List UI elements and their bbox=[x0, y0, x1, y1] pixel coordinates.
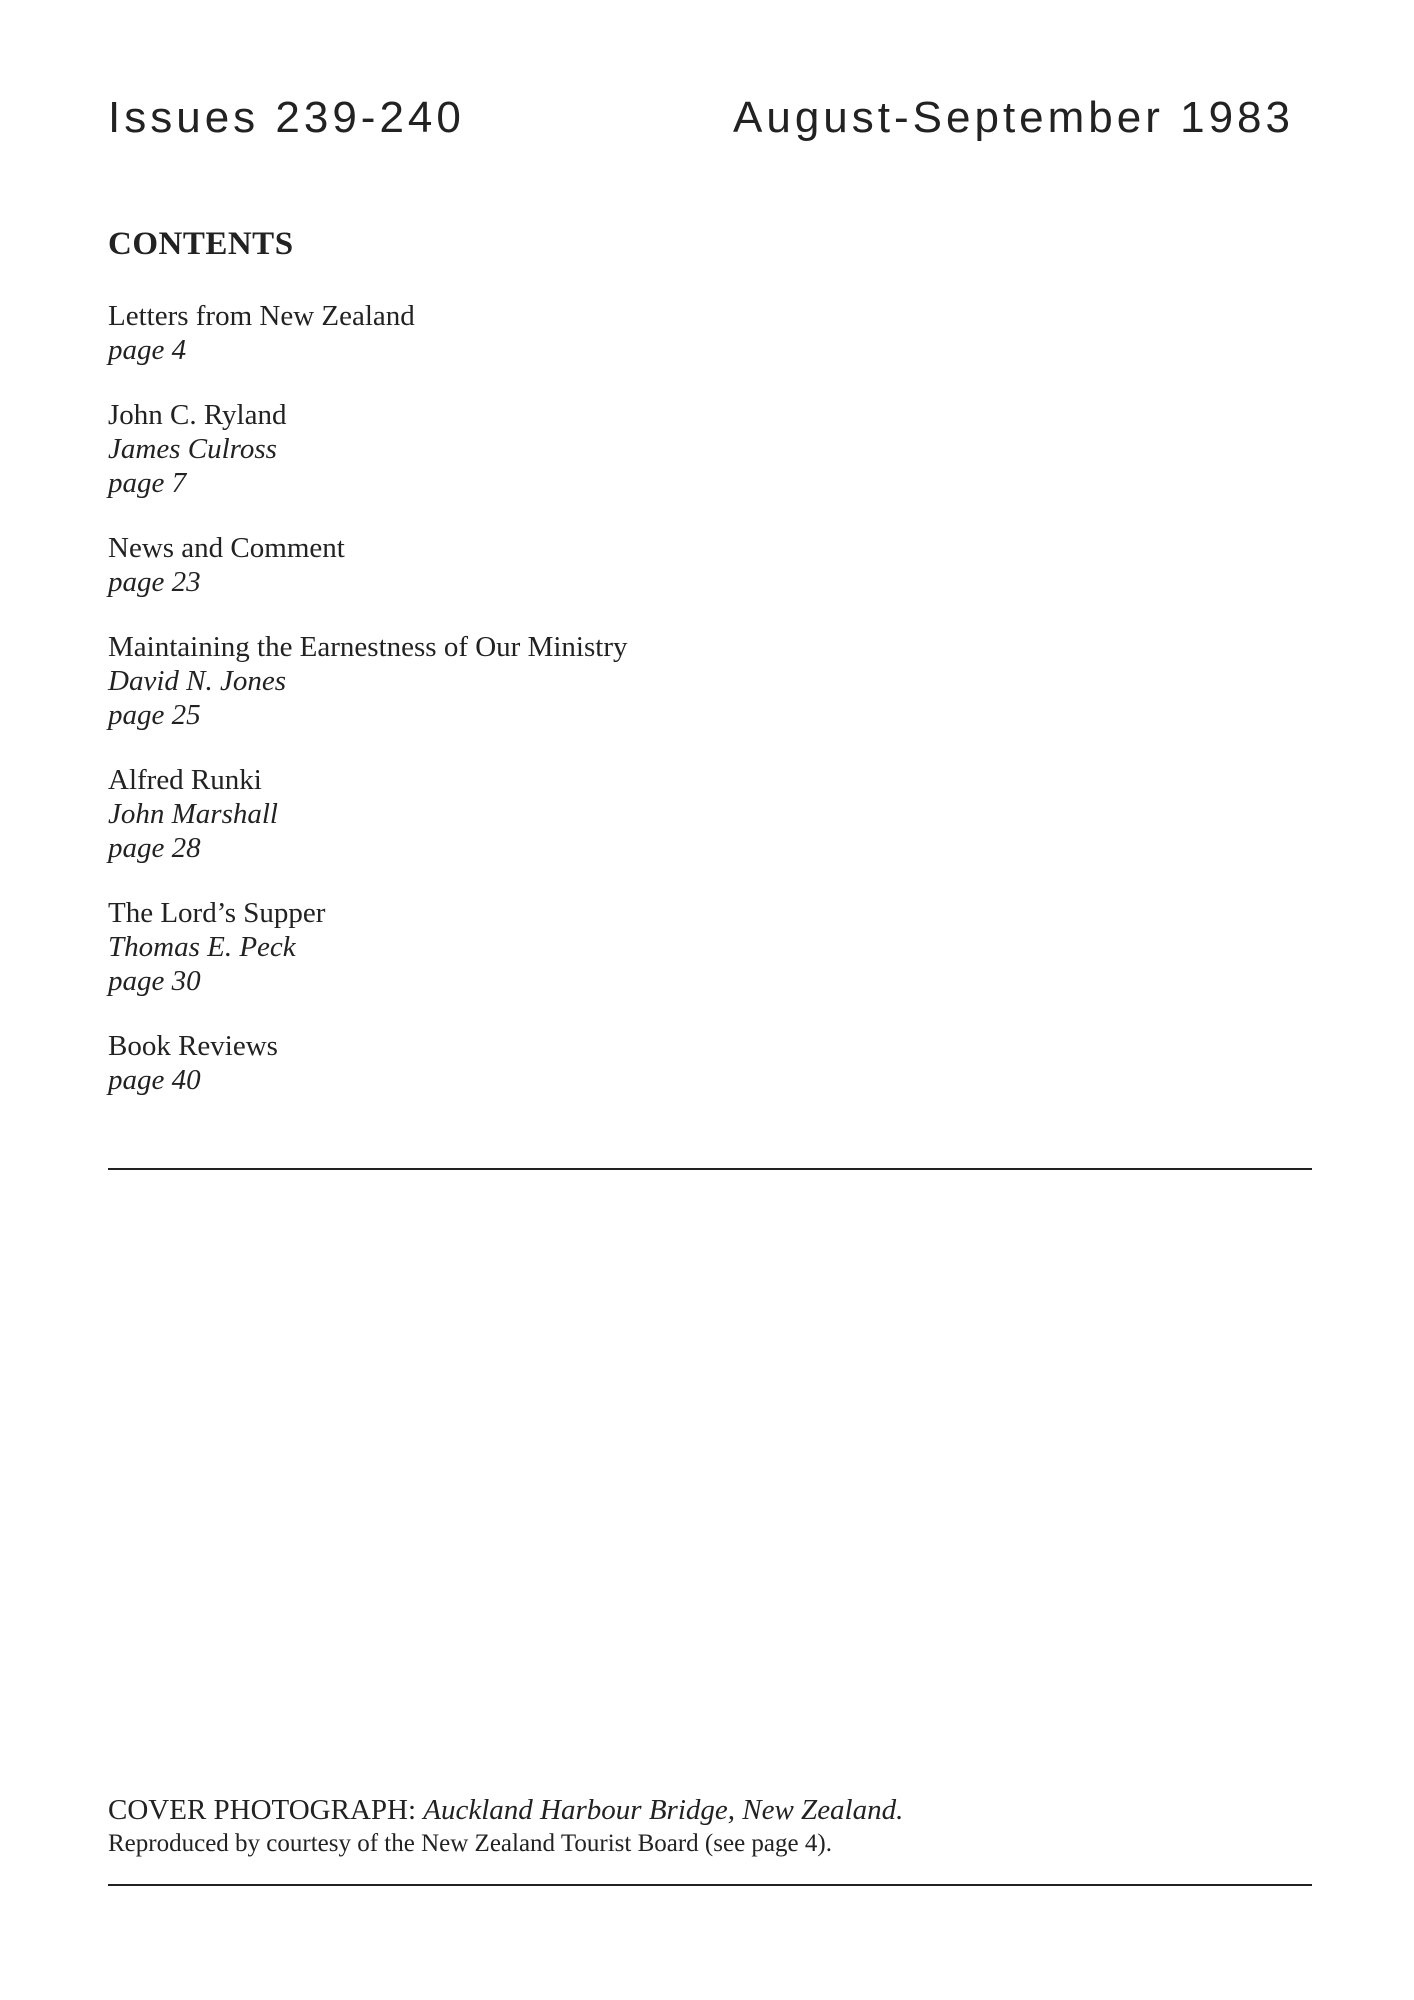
toc-entry[interactable] bbox=[108, 896, 1308, 998]
cover-photograph-note bbox=[108, 1792, 903, 1860]
toc-entry-title: The Lord’s Supper bbox=[108, 897, 326, 929]
issue-number: Issues 239-240 bbox=[108, 93, 465, 142]
issue-date: August-September 1983 bbox=[733, 93, 1294, 142]
cover-photograph-credit: Reproduced by courtesy of the New Zealand Tourist Board (see page 4). bbox=[108, 1830, 832, 1857]
toc-entry-author: Thomas E. Peck bbox=[108, 931, 296, 963]
toc-entry-title: Maintaining the Earnestness of Our Ministry bbox=[108, 631, 628, 663]
divider-rule bbox=[108, 1168, 1312, 1170]
cover-photograph-caption: Auckland Harbour Bridge, New Zealand. bbox=[423, 1794, 904, 1826]
toc-entry[interactable] bbox=[108, 630, 1308, 732]
contents-heading: CONTENTS bbox=[108, 226, 294, 262]
toc-entry[interactable] bbox=[108, 398, 1308, 500]
toc-entry-title: John C. Ryland bbox=[108, 399, 287, 431]
toc-entry-author: John Marshall bbox=[108, 798, 278, 830]
toc-entry-page: page 25 bbox=[108, 699, 201, 731]
toc-entry-page: page 23 bbox=[108, 566, 201, 598]
toc-entry-page: page 7 bbox=[108, 467, 187, 499]
toc-entry-page: page 4 bbox=[108, 334, 187, 366]
toc-entry[interactable] bbox=[108, 763, 1308, 865]
toc-entry[interactable] bbox=[108, 531, 1308, 599]
toc-entry-page: page 28 bbox=[108, 832, 201, 864]
toc-entry-title: Alfred Runki bbox=[108, 764, 262, 796]
toc-entry-author: James Culross bbox=[108, 433, 277, 465]
toc-entry-title: Letters from New Zealand bbox=[108, 300, 415, 332]
cover-photograph-line bbox=[108, 1792, 903, 1828]
toc-entry-page: page 40 bbox=[108, 1064, 201, 1096]
bottom-divider-rule bbox=[108, 1884, 1312, 1886]
toc-entry-page: page 30 bbox=[108, 965, 201, 997]
toc-entry-title: News and Comment bbox=[108, 532, 345, 564]
cover-photograph-label: COVER PHOTOGRAPH: bbox=[108, 1794, 417, 1826]
toc-entry-author: David N. Jones bbox=[108, 665, 286, 697]
toc-entry-title: Book Reviews bbox=[108, 1030, 278, 1062]
toc-entry[interactable] bbox=[108, 1029, 1308, 1097]
toc-entry[interactable] bbox=[108, 299, 1308, 367]
table-of-contents bbox=[108, 299, 1308, 1128]
